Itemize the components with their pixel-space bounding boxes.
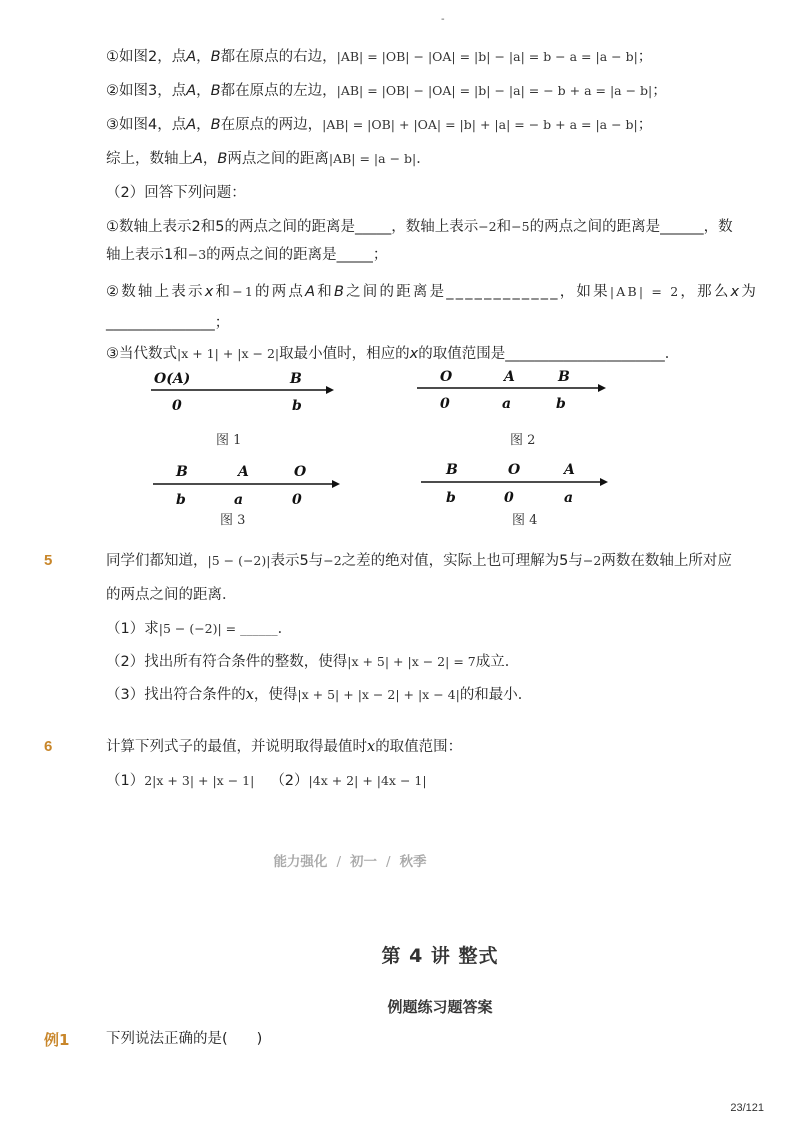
coordinate-label: b	[292, 398, 302, 414]
coordinate-label: a	[234, 492, 244, 508]
question-6-subs: （1）2|x + 3| + |x − 1| （2）|4x + 2| + |4x − 1|	[106, 773, 427, 789]
point-label: O(A)	[154, 371, 191, 387]
coordinate-label: b	[446, 490, 456, 506]
question-1-line-2: 轴上表示1和−3的两点之间的距离是_____；	[106, 247, 388, 263]
number-line-figure-4-svg	[418, 456, 618, 530]
point-label: B	[176, 464, 188, 480]
example-1-text: 下列说法正确的是( )	[106, 1031, 263, 1047]
lecture-title: 第 4 讲 整式	[381, 945, 499, 967]
number-line-figure-1	[148, 368, 348, 450]
coordinate-label: b	[176, 492, 186, 508]
question-5-number: 5	[44, 552, 53, 569]
coordinate-label: 0	[292, 492, 302, 508]
coordinate-label: a	[564, 490, 574, 506]
coordinate-label: 0	[440, 396, 450, 412]
formula: |AB| = |OB| + |OA| = |b| + |a| = − b + a = |a − b|	[322, 117, 638, 132]
summary-line: 综上，数轴上A，B两点之间的距离|AB| = |a − b|．	[106, 151, 431, 167]
question-2-line-2: _______________；	[106, 315, 230, 331]
figure-caption: 图 1	[216, 433, 242, 448]
point-label: A	[504, 369, 515, 385]
question-3-line: ③当代数式|x + 1| + |x − 2|取最小值时，相应的x的取值范围是______________________．	[106, 346, 680, 362]
coordinate-label: 0	[172, 398, 182, 414]
formula: |AB| = |OB| − |OA| = |b| − |a| = − b + a = |a − b|	[336, 83, 653, 98]
question-1-line-1: ①数轴上表示2和5的两点之间的距离是_____，数轴上表示−2和−5的两点之间的距离是______，数	[106, 219, 733, 235]
point-label: B	[558, 369, 570, 385]
point-label: O	[440, 369, 453, 385]
figure-caption: 图 4	[512, 513, 538, 528]
number-line-figure-3-svg	[150, 458, 350, 530]
question-2-line-1: ②数轴上表示x和−1的两点A和B之间的距离是____________，如果|AB| = 2，那么x为	[106, 284, 759, 300]
case-figure-2-line: ①如图2，点A，B都在原点的右边，|AB| = |OB| − |OA| = |b| − |a| = b − a = |a − b|；	[106, 49, 653, 65]
question-5-sub-2: （2）找出所有符合条件的整数，使得|x + 5| + |x − 2| = 7成立．	[106, 654, 520, 670]
header-mark: -	[441, 14, 445, 25]
arrow-head	[326, 386, 334, 394]
question-5-line-2: 的两点之间的距离．	[106, 587, 237, 603]
arrow-head	[598, 384, 606, 392]
case-figure-4-line: ③如图4，点A，B在原点的两边，|AB| = |OB| + |OA| = |b| + |a| = − b + a = |a − b|；	[106, 117, 653, 133]
point-label: O	[508, 462, 521, 478]
number-line-figure-2	[414, 366, 614, 450]
number-line-figure-4	[418, 456, 618, 530]
point-label: A	[238, 464, 249, 480]
number-line-figure-1-svg	[148, 368, 348, 450]
question-6-line-1: 计算下列式子的最值，并说明取得最值时x的取值范围：	[106, 739, 463, 755]
question-5-line-1: 同学们都知道，|5 − (−2)|表示5与−2之差的绝对值，实际上也可理解为5与−2两数在数轴上所对应	[106, 553, 732, 569]
figure-caption: 图 3	[220, 513, 246, 528]
coordinate-label: b	[556, 396, 566, 412]
page-number: 23/121	[730, 1102, 764, 1114]
arrow-head	[600, 478, 608, 486]
case-figure-3-line: ②如图3，点A，B都在原点的左边，|AB| = |OB| − |OA| = |b| − |a| = − b + a = |a − b|；	[106, 83, 667, 99]
point-label: A	[564, 462, 575, 478]
number-line-figure-2-svg	[414, 366, 614, 450]
figure-caption: 图 2	[510, 433, 536, 448]
question-5-sub-3: （3）找出符合条件的x，使得|x + 5| + |x − 2| + |x − 4|的和最小．	[106, 687, 533, 703]
point-label: B	[446, 462, 458, 478]
formula: |AB| = |OB| − |OA| = |b| − |a| = b − a = |a − b|	[336, 49, 638, 64]
section-footer-tag: 能力强化 / 初一 / 秋季	[273, 854, 427, 870]
coordinate-label: a	[502, 396, 512, 412]
arrow-head	[332, 480, 340, 488]
number-line-figure-3	[150, 458, 350, 530]
question-5-sub-1: （1）求|5 − (−2)| = ______．	[106, 621, 293, 637]
point-label: O	[294, 464, 307, 480]
example-1-label: 例1	[44, 1031, 70, 1049]
part-2-title: （2）回答下列问题：	[106, 185, 246, 201]
question-6-number: 6	[44, 738, 53, 755]
formula: |AB| = |a − b|	[328, 151, 417, 166]
point-label: B	[290, 371, 302, 387]
coordinate-label: 0	[504, 490, 514, 506]
answers-section-title: 例题练习题答案	[387, 998, 493, 1016]
